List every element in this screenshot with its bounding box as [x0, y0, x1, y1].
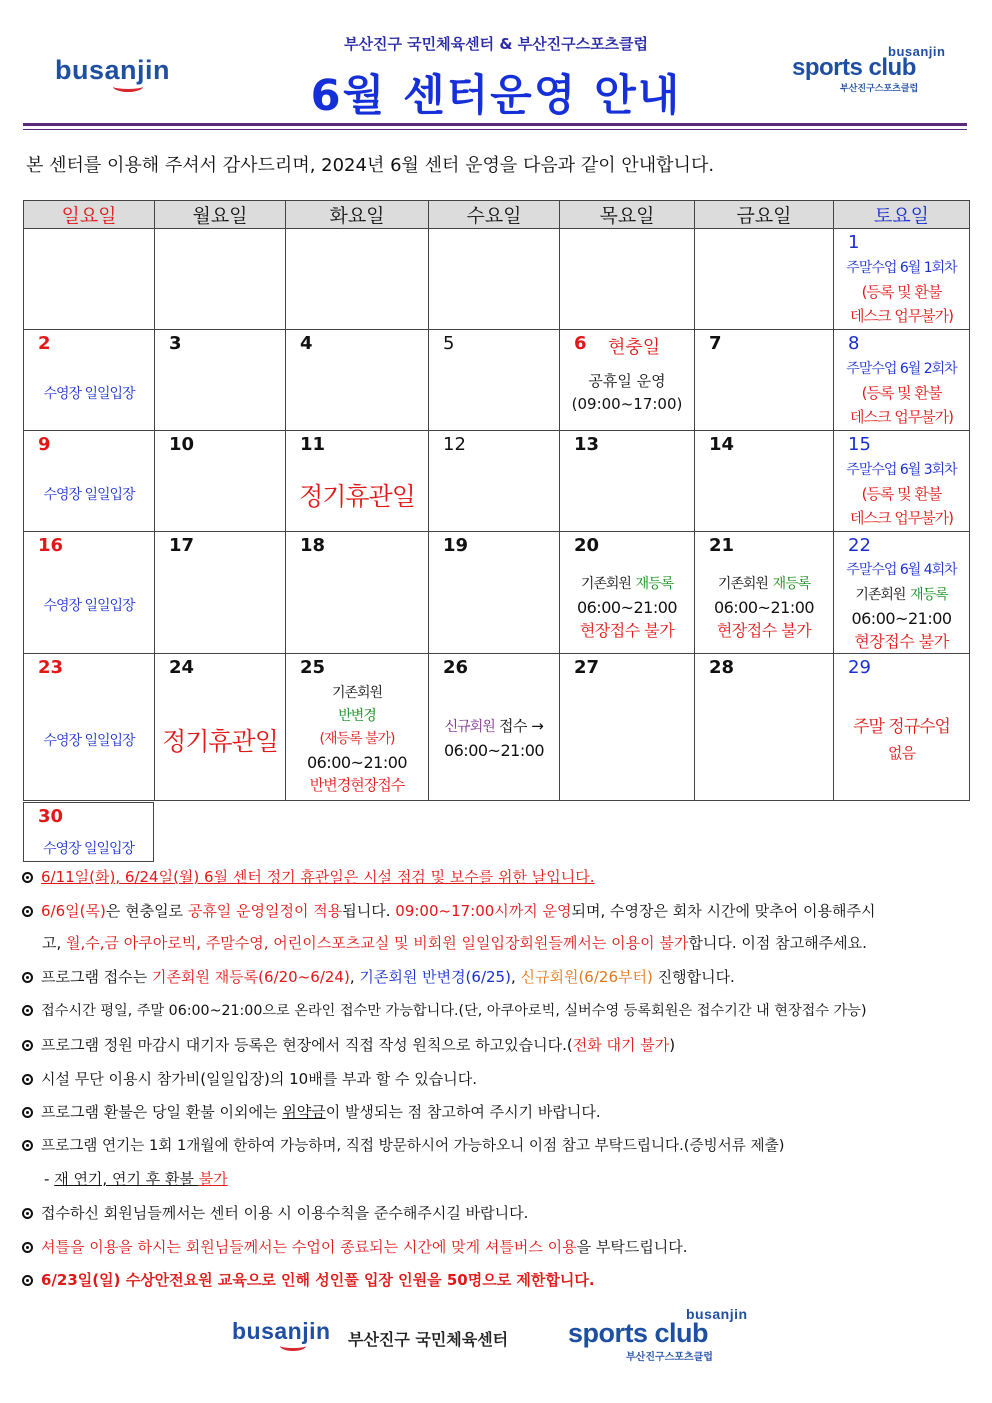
- weekday-sun: 일요일: [24, 201, 155, 229]
- calendar-cell-3: [155, 330, 286, 431]
- calendar-cell-15: [834, 431, 970, 532]
- notice-item: [22, 1069, 477, 1089]
- notice-text: 프로그램 정원 마감시 대기자 등록은 현장에서 직접 작성 원칙으로 하고있습니다.(: [41, 1036, 573, 1054]
- no-weekend-class-label: 주말 정규수업: [853, 717, 950, 737]
- notice-text: ): [669, 1036, 676, 1054]
- re-register-label: 재등록: [635, 576, 674, 592]
- notice-item: [22, 1035, 675, 1055]
- bullet-icon: [22, 972, 33, 983]
- bullet-icon: [22, 872, 33, 883]
- weekday-mon: 월요일: [155, 201, 286, 229]
- calendar-cell-21: [695, 532, 834, 654]
- calendar-week: [24, 654, 970, 801]
- page-title: 6월 센터운영 안내: [310, 71, 682, 121]
- desk-note: (등록 및 환불: [861, 485, 942, 503]
- calendar-cell-13: [560, 431, 695, 532]
- holiday-operation: 공휴일 운영: [588, 372, 666, 390]
- header-divider-thin: [23, 129, 967, 130]
- bullet-icon: [22, 1040, 33, 1051]
- calendar-cell-29: [834, 654, 970, 801]
- day-number: 25: [300, 657, 326, 678]
- desk-note: (등록 및 환불: [861, 384, 942, 402]
- day-number: 26: [443, 657, 469, 678]
- no-reregister-label: (재등록 불가): [319, 731, 395, 747]
- calendar-cell-2: [24, 330, 155, 431]
- calendar-cell-16: [24, 532, 155, 654]
- sportsclub-logo-text: sports club: [792, 54, 916, 81]
- calendar-week: [24, 330, 970, 431]
- day-number: 15: [848, 434, 871, 455]
- weekday-fri: 금요일: [695, 201, 834, 229]
- notice-text: 공휴일 운영일정이 적용: [187, 902, 343, 920]
- calendar-cell-6: [560, 330, 695, 431]
- class-change-label: 반변경: [338, 708, 376, 724]
- notice-text: 합니다. 이점 참고해주세요.: [688, 934, 867, 952]
- weekend-class-label: 주말수업 6월 4회차: [846, 562, 957, 578]
- bullet-icon: [22, 1275, 33, 1286]
- day-number: 4: [300, 333, 313, 354]
- day-number: 9: [38, 434, 51, 455]
- calendar-cell-empty: [24, 229, 155, 330]
- notice-text: 월,수,금 아쿠아로빅, 주말수영, 어린이스포츠교실 및 비회원 일일입장회원들께서는 이용이 불가: [66, 934, 689, 952]
- reception-hours: 06:00~21:00: [713, 598, 815, 617]
- day-number: 12: [443, 434, 466, 455]
- notice-text: 재 연기, 연기 후 환불: [54, 1170, 199, 1188]
- re-register-label: 재등록: [772, 576, 811, 592]
- day-number: 3: [169, 333, 182, 354]
- calendar-cell-11: [286, 431, 429, 532]
- calendar-cell-empty: [155, 229, 286, 330]
- notice-text: 6/23일(일) 수상안전요원 교육으로 인해 성인풀 입장 인원을 50명으로 제한합니다.: [41, 1271, 595, 1289]
- bullet-icon: [22, 1074, 33, 1085]
- notice-text: 6/11일(화), 6/24일(월) 6월 센터 정기 휴관일은 시설 점검 및 보수를 위한 날입니다.: [41, 868, 595, 886]
- day-number: 14: [709, 434, 735, 455]
- notice-text: 시설 무단 이용시 참가비(일일입장)의 10배를 부과 할 수 있습니다.: [41, 1070, 477, 1088]
- day-number: 28: [709, 657, 735, 678]
- class-change-onsite-label: 반변경현장접수: [309, 776, 405, 794]
- sportsclub-logo-small: busanjin: [888, 44, 946, 59]
- notice-item: [22, 1270, 595, 1290]
- reception-hours: 06:00~21:00: [851, 609, 952, 628]
- footer-center-name: 부산진구 국민체육센터: [348, 1330, 509, 1349]
- calendar-cell-empty: [695, 229, 834, 330]
- calendar-cell-8: [834, 330, 970, 431]
- weekday-thu: 목요일: [560, 201, 695, 229]
- notice-text: 기존회원 재등록(6/20~6/24): [151, 968, 350, 986]
- day-number: 20: [574, 535, 600, 556]
- no-onsite-label: 현장접수 불가: [716, 621, 812, 640]
- day-number: 8: [848, 333, 860, 354]
- day-number: 1: [848, 232, 860, 253]
- day-number: 10: [169, 434, 195, 455]
- intro-text: 본 센터를 이용해 주셔서 감사드리며, 2024년 6월 센터 운영을 다음과 같이 안내합니다.: [26, 155, 715, 176]
- day-number: 5: [443, 333, 455, 354]
- notice-text: 전화 대기 불가: [572, 1036, 670, 1054]
- logo-smile-icon: [280, 1341, 306, 1351]
- re-register-label: 재등록: [910, 587, 948, 603]
- bullet-icon: [22, 1208, 33, 1219]
- reception-hours: 06:00~21:00: [306, 753, 408, 772]
- calendar-cell-30: [23, 802, 154, 862]
- notice-item: [22, 1136, 784, 1156]
- day-number: 16: [38, 535, 64, 556]
- closed-day-label: 정기휴관일: [299, 482, 415, 511]
- no-onsite-label: 현장접수 불가: [854, 632, 949, 651]
- calendar-cell-18: [286, 532, 429, 654]
- pool-day-label: 수영장 일일입장: [43, 598, 135, 614]
- notice-text: 고,: [42, 934, 67, 952]
- notice-text: 이 발생되는 점 참고하여 주시기 바랍니다.: [325, 1103, 601, 1121]
- pool-day-label: 수영장 일일입장: [43, 487, 135, 503]
- existing-member-label: 기존회원: [580, 576, 631, 592]
- bullet-icon: [22, 906, 33, 917]
- weekday-sat: 토요일: [834, 201, 970, 229]
- calendar-cell-9: [24, 431, 155, 532]
- notice-text: ,: [349, 968, 360, 986]
- footer-logo-left: [232, 1318, 352, 1354]
- notice-text: 셔틀을 이용을 하시는 회원님들께서는 수업이 종료되는 시간에 맞게: [41, 1238, 485, 1256]
- day-number: 11: [300, 434, 326, 455]
- calendar-cell-4: [286, 330, 429, 431]
- calendar-cell-22: [834, 532, 970, 654]
- day-number: 24: [169, 657, 195, 678]
- holiday-hours: (09:00~17:00): [571, 395, 683, 413]
- notice-text: 프로그램 연기는 1회 1개월에 한하여 가능하며, 직접 방문하시어 가능하오니 이점 참고 부탁드립니다.(증빙서류 제출): [41, 1137, 785, 1154]
- reception-arrow-label: 접수 →: [499, 717, 544, 735]
- pool-day-label: 수영장 일일입장: [43, 386, 135, 402]
- reception-hours: 06:00~21:00: [443, 741, 545, 760]
- notice-text: 진행합니다.: [652, 968, 735, 986]
- bullet-icon: [22, 1005, 33, 1016]
- notice-text: 접수시간 평일, 주말 06:00~21:00으로 온라인 접수만 가능합니다.(단, 아쿠아로빅, 실버수영 등록회원은 접수기간 내 현장접수 가능): [41, 1003, 867, 1019]
- desk-note: (등록 및 환불: [861, 283, 942, 301]
- notice-text: 6/6일(목): [41, 902, 106, 920]
- sportsclub-logo-text: sports club: [568, 1318, 709, 1348]
- day-number: 22: [848, 535, 871, 556]
- notice-item-continued: [42, 933, 867, 953]
- existing-member-label: 기존회원: [717, 576, 768, 592]
- calendar-cell-1: [834, 229, 970, 330]
- header-logo-right: [790, 44, 950, 94]
- day-number: 13: [574, 434, 600, 455]
- sportsclub-logo-sub: 부산진구스포츠클럽: [840, 84, 919, 94]
- day-number: 30: [38, 806, 64, 827]
- calendar-cell-20: [560, 532, 695, 654]
- day-number: 17: [169, 535, 195, 556]
- notice-text: 되며, 수영장은 회차 시간에 맞추어 이용해주시: [571, 902, 876, 920]
- weekday-wed: 수요일: [429, 201, 560, 229]
- calendar-cell-14: [695, 431, 834, 532]
- header-subtitle: 부산진구 국민체육센터 & 부산진구스포츠클럽: [343, 35, 649, 53]
- footer-logo-right: [566, 1306, 756, 1362]
- notice-text: 프로그램 접수는: [41, 968, 152, 986]
- calendar-cell-7: [695, 330, 834, 431]
- calendar-cell-5: [429, 330, 560, 431]
- new-member-label: 신규회원: [444, 719, 495, 735]
- notice-text: 09:00~17:00시까지 운영: [395, 902, 572, 920]
- day-number: 29: [848, 657, 871, 678]
- busanjin-logo-text: busanjin: [232, 1318, 331, 1344]
- weekday-tue: 화요일: [286, 201, 429, 229]
- calendar-cell-28: [695, 654, 834, 801]
- calendar-week: [24, 229, 970, 330]
- closed-day-label: 정기휴관일: [162, 727, 278, 756]
- calendar-cell-26: [429, 654, 560, 801]
- weekend-class-label: 주말수업 6월 2회차: [846, 361, 957, 377]
- notice-text: -: [44, 1170, 55, 1188]
- calendar-table: [23, 200, 970, 801]
- no-onsite-label: 현장접수 불가: [579, 621, 675, 640]
- day-number: 19: [443, 535, 469, 556]
- pool-day-label: 수영장 일일입장: [43, 733, 135, 749]
- notice-text: 접수하신 회원님들께서는 센터 이용 시 이용수칙을 준수해주시길 바랍니다.: [41, 1204, 529, 1222]
- weekend-class-label: 주말수업 6월 3회차: [846, 462, 957, 478]
- no-weekend-class-label: 없음: [888, 744, 915, 762]
- day-number: 2: [38, 333, 51, 354]
- notice-text: 은 현충일로: [105, 902, 188, 920]
- notice-item-continued: [44, 1169, 228, 1189]
- calendar-cell-27: [560, 654, 695, 801]
- calendar-cell-23: [24, 654, 155, 801]
- notice-text: ,: [510, 968, 521, 986]
- notice-text: 기존회원 반변경(6/25): [359, 968, 511, 986]
- calendar-week: [24, 431, 970, 532]
- notice-text: 위약금: [282, 1103, 326, 1121]
- sportsclub-logo-sub: 부산진구스포츠클럽: [626, 1352, 713, 1363]
- notice-text: 신규회원(6/26부터): [520, 968, 653, 986]
- desk-note: 데스크 업무불가): [849, 408, 954, 426]
- existing-member-label: 기존회원: [855, 587, 906, 603]
- pool-day-label: 수영장 일일입장: [42, 841, 135, 857]
- calendar-cell-12: [429, 431, 560, 532]
- calendar-header-row: [24, 201, 970, 229]
- calendar-cell-17: [155, 532, 286, 654]
- notice-item: [22, 967, 735, 987]
- day-number: 7: [709, 333, 722, 354]
- busanjin-logo-text: busanjin: [55, 55, 171, 85]
- notice-item: [22, 901, 875, 921]
- memorial-day-label: 현충일: [608, 337, 661, 358]
- notice-item: [22, 1001, 867, 1021]
- reception-hours: 06:00~21:00: [576, 598, 678, 617]
- bullet-icon: [22, 1242, 33, 1253]
- bullet-icon: [22, 1107, 33, 1118]
- day-number: 21: [709, 535, 735, 556]
- calendar-cell-empty: [560, 229, 695, 330]
- calendar-cell-24: [155, 654, 286, 801]
- header-divider: [23, 123, 967, 126]
- notice-text: 됩니다.: [342, 902, 396, 920]
- calendar-cell-empty: [286, 229, 429, 330]
- calendar-cell-empty: [429, 229, 560, 330]
- notice-text: 프로그램 환불은 당일 환불 이외에는: [41, 1103, 283, 1121]
- desk-note: 데스크 업무불가): [849, 509, 954, 527]
- day-number: 6: [574, 333, 587, 354]
- calendar-cell-10: [155, 431, 286, 532]
- day-number: 27: [574, 657, 600, 678]
- notice-item: [22, 1102, 601, 1122]
- notice-item: [22, 1237, 688, 1257]
- notice-item: [22, 1203, 528, 1223]
- notice-text: 을 부탁드립니다.: [576, 1238, 688, 1256]
- calendar-cell-19: [429, 532, 560, 654]
- weekend-class-label: 주말수업 6월 1회차: [846, 260, 957, 276]
- bullet-icon: [22, 1140, 33, 1151]
- day-number: 23: [38, 657, 64, 678]
- notice-text: 불가: [198, 1170, 228, 1188]
- calendar-cell-25: [286, 654, 429, 801]
- day-number: 18: [300, 535, 326, 556]
- existing-member-label: 기존회원: [331, 685, 383, 701]
- calendar-week: [24, 532, 970, 654]
- notice-item: [22, 867, 595, 887]
- notice-text: 셔틀버스 이용: [484, 1238, 577, 1256]
- desk-note: 데스크 업무불가): [849, 307, 954, 325]
- sportsclub-logo-small: busanjin: [686, 1306, 748, 1322]
